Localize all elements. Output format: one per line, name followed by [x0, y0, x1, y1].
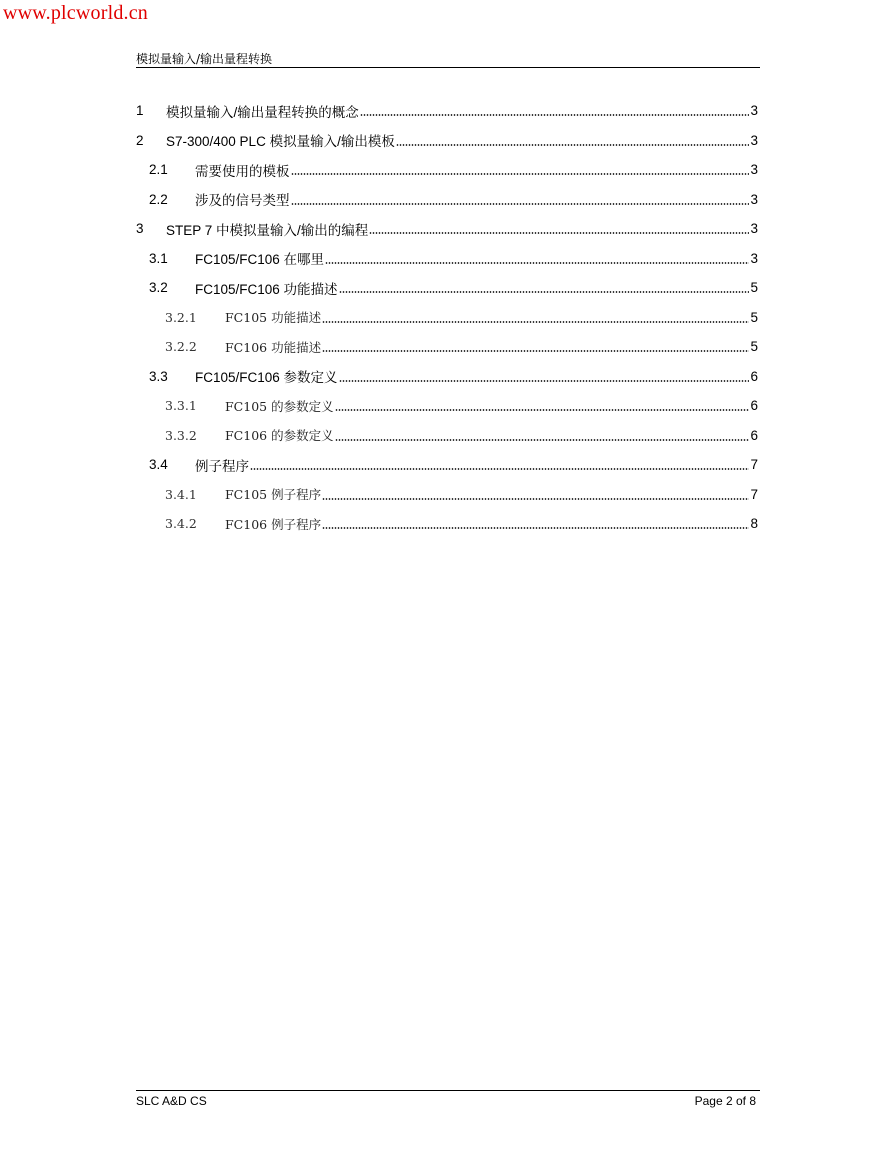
toc-entry-number: 3.2 — [149, 280, 168, 296]
toc-dot-leader — [250, 468, 749, 470]
toc-dot-leader — [360, 114, 749, 116]
toc-entry-number: 3.4 — [149, 457, 168, 473]
toc-entry[interactable] — [136, 185, 758, 215]
toc-entry-title: 例子程序 — [195, 458, 249, 474]
toc-entry-page: 5 — [750, 309, 758, 325]
toc-entry[interactable] — [136, 155, 758, 185]
toc-entry-number: 3.4.1 — [165, 486, 197, 502]
toc-entry[interactable] — [136, 126, 758, 156]
toc-entry-title: STEP 7 中模拟量输入/输出的编程 — [166, 222, 369, 238]
toc-entry-number: 3.3.2 — [165, 427, 197, 443]
toc-entry[interactable] — [136, 214, 758, 244]
toc-entry-page: 3 — [750, 221, 758, 237]
toc-entry-number: 3.2.2 — [165, 339, 197, 355]
toc-entry-page: 3 — [750, 162, 758, 178]
toc-entry-page: 6 — [750, 427, 758, 443]
toc-dot-leader — [291, 173, 750, 175]
toc-entry-title: 需要使用的模板 — [195, 163, 290, 179]
toc-entry-title: FC105/FC106 在哪里 — [195, 252, 325, 268]
toc-entry-title: FC105/FC106 功能描述 — [195, 281, 338, 297]
toc-entry-page: 7 — [750, 486, 758, 502]
toc-dot-leader — [322, 498, 749, 500]
page-header-title: 模拟量输入/输出量程转换 — [136, 52, 273, 66]
header-divider — [136, 67, 760, 68]
toc-dot-leader — [339, 380, 749, 382]
toc-entry-page: 8 — [750, 516, 758, 532]
toc-entry-page: 3 — [750, 191, 758, 207]
toc-entry[interactable] — [136, 480, 758, 510]
toc-dot-leader — [322, 350, 749, 352]
toc-entry[interactable] — [136, 273, 758, 303]
toc-entry-number: 3.1 — [149, 250, 168, 266]
toc-entry-title: FC105 例子程序 — [225, 487, 322, 503]
toc-entry-number: 3.4.2 — [165, 516, 197, 532]
toc-entry[interactable] — [136, 96, 758, 126]
toc-entry-page: 7 — [750, 457, 758, 473]
toc-entry-title: FC105 的参数定义 — [225, 398, 334, 414]
toc-entry[interactable] — [136, 332, 758, 362]
toc-entry-title: 涉及的信号类型 — [195, 193, 290, 209]
footer-divider — [136, 1090, 760, 1091]
watermark-link[interactable]: www.plcworld.cn — [3, 2, 149, 24]
toc-entry[interactable] — [136, 450, 758, 480]
toc-entry-title: FC105 功能描述 — [225, 310, 322, 326]
toc-entry-number: 3.3 — [149, 368, 168, 384]
toc-entry-page: 3 — [750, 103, 758, 119]
toc-entry-page: 5 — [750, 280, 758, 296]
toc-entry-number: 2.1 — [149, 162, 168, 178]
toc-dot-leader — [396, 144, 749, 146]
toc-entry[interactable] — [136, 391, 758, 421]
toc-entry-title: FC106 功能描述 — [225, 339, 322, 355]
toc-entry-number: 1 — [136, 103, 144, 119]
toc-dot-leader — [322, 321, 749, 323]
toc-dot-leader — [335, 439, 749, 441]
toc-dot-leader — [325, 262, 749, 264]
toc-entry-title: 模拟量输入/输出量程转换的概念 — [166, 104, 359, 120]
toc-dot-leader — [335, 409, 749, 411]
toc-dot-leader — [339, 291, 749, 293]
toc-entry-number: 3.2.1 — [165, 309, 197, 325]
toc-entry-page: 3 — [750, 250, 758, 266]
toc-entry-number: 3 — [136, 221, 144, 237]
table-of-contents — [136, 96, 758, 539]
toc-entry-page: 6 — [750, 368, 758, 384]
footer-page-number: Page 2 of 8 — [694, 1094, 756, 1108]
toc-entry[interactable] — [136, 421, 758, 451]
toc-dot-leader — [322, 527, 749, 529]
toc-entry-title: FC105/FC106 参数定义 — [195, 370, 338, 386]
toc-dot-leader — [291, 203, 750, 205]
toc-entry-number: 2.2 — [149, 191, 168, 207]
toc-entry-page: 6 — [750, 398, 758, 414]
toc-entry-title: FC106 例子程序 — [225, 516, 322, 532]
toc-entry[interactable] — [136, 303, 758, 333]
toc-entry-page: 5 — [750, 339, 758, 355]
toc-entry-title: S7-300/400 PLC 模拟量输入/输出模板 — [166, 134, 395, 150]
toc-entry-page: 3 — [750, 132, 758, 148]
footer-organization: SLC A&D CS — [136, 1094, 207, 1108]
toc-entry[interactable] — [136, 362, 758, 392]
toc-entry-number: 2 — [136, 132, 144, 148]
toc-entry[interactable] — [136, 509, 758, 539]
toc-entry[interactable] — [136, 244, 758, 274]
toc-dot-leader — [369, 232, 749, 234]
toc-entry-title: FC106 的参数定义 — [225, 428, 334, 444]
toc-entry-number: 3.3.1 — [165, 398, 197, 414]
